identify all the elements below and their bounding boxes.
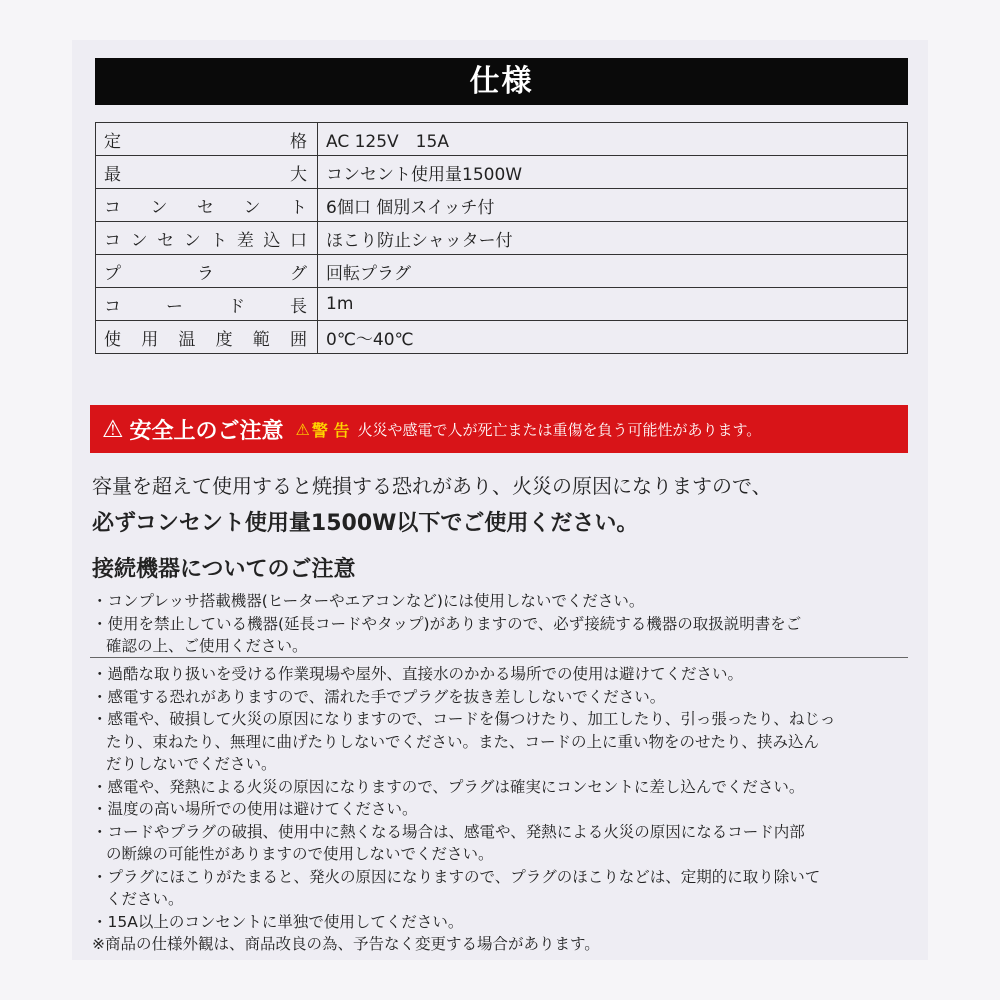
spec-row xyxy=(96,123,908,156)
list-item-line: ・使用を禁止している機器(延長コードやタップ)がありますので、必ず接続する機器の取扱説明書をご xyxy=(92,614,802,633)
list-item-line: ・過酷な取り扱いを受ける作業現場や屋外、直接水のかかる場所での使用は避けてください。 xyxy=(92,665,744,683)
list-item-line: ・感電や、破損して火災の原因になりますので、コードを傷つけたり、加工したり、引っ張ったり、ねじっ xyxy=(92,710,836,728)
list-item-line: ・プラグにほこりがたまると、発火の原因になりますので、プラグのほこりなどは、定期的に取り除いて xyxy=(92,867,821,886)
spec-value: 0℃～40℃ xyxy=(318,321,908,354)
spec-value: 1m xyxy=(318,288,908,321)
spec-label: コンセント差込口 xyxy=(96,222,318,255)
safety-heading: 安全上のご注意 xyxy=(129,418,284,444)
safety-warning-banner xyxy=(90,405,908,453)
connected-devices-heading: 接続機器についてのご注意 xyxy=(92,557,356,582)
capacity-note: 容量を超えて使用すると焼損する恐れがあり、火災の原因になりますので、 xyxy=(92,474,772,498)
spec-label: 使用温度範囲 xyxy=(96,321,318,354)
warning-message: 火災や感電で人が死亡または重傷を負う可能性があります。 xyxy=(357,420,762,439)
spec-row xyxy=(96,288,908,321)
list-item-line: だりしないでください。 xyxy=(106,755,277,773)
spec-value: 6個口 個別スイッチ付 xyxy=(318,189,908,222)
divider xyxy=(90,657,908,658)
spec-row xyxy=(96,255,908,288)
spec-table xyxy=(95,122,908,354)
spec-label: コード長 xyxy=(96,288,318,321)
warning-level: 警 告 xyxy=(311,420,350,440)
spec-row xyxy=(96,321,908,354)
list-item-line: ・コンプレッサ搭載機器(ヒーターやエアコンなど)には使用しないでください。 xyxy=(92,592,645,610)
spec-row xyxy=(96,189,908,222)
cautions-list xyxy=(92,663,912,956)
spec-label: 最大 xyxy=(96,156,318,189)
warning-triangle-icon: ⚠ xyxy=(102,415,124,443)
spec-value: コンセント使用量1500W xyxy=(318,156,908,189)
list-item-line: ・感電する恐れがありますので、濡れた手でプラグを抜き差ししないでください。 xyxy=(92,687,666,706)
spec-change-note: ※商品の仕様外観は、商品改良の為、予告なく変更する場合があります。 xyxy=(92,935,600,953)
list-item-line: ・感電や、発熱による火災の原因になりますので、プラグは確実にコンセントに差し込んでください。 xyxy=(92,777,805,796)
capacity-emphasis: 必ずコンセント使用量1500W以下でご使用ください。 xyxy=(92,511,639,536)
warning-triangle-icon: ⚠ xyxy=(295,419,310,439)
connected-devices-list xyxy=(92,590,912,658)
spec-row xyxy=(96,222,908,255)
list-item-line: 確認の上、ご使用ください。 xyxy=(106,637,308,655)
list-item-line: の断線の可能性がありますので使用しないでください。 xyxy=(106,845,494,863)
spec-label: 定格 xyxy=(96,123,318,156)
spec-value: 回転プラグ xyxy=(318,255,908,288)
list-item-line: ・コードやプラグの破損、使用中に熱くなる場合は、感電や、発熱による火災の原因になるコード内部 xyxy=(92,822,805,841)
spec-title: 仕様 xyxy=(95,58,908,105)
list-item-line: ・15A以上のコンセントに単独で使用してください。 xyxy=(92,912,464,931)
list-item-line: ください。 xyxy=(106,890,184,908)
spec-value: ほこり防止シャッター付 xyxy=(318,222,908,255)
spec-label: プラグ xyxy=(96,255,318,288)
list-item-line: たり、束ねたり、無理に曲げたりしないでください。また、コードの上に重い物をのせたり、挟み込ん xyxy=(106,732,820,751)
spec-label: コンセント xyxy=(96,189,318,222)
list-item-line: ・温度の高い場所での使用は避けてください。 xyxy=(92,800,418,818)
spec-row xyxy=(96,156,908,189)
spec-value: AC 125V 15A xyxy=(318,123,908,156)
